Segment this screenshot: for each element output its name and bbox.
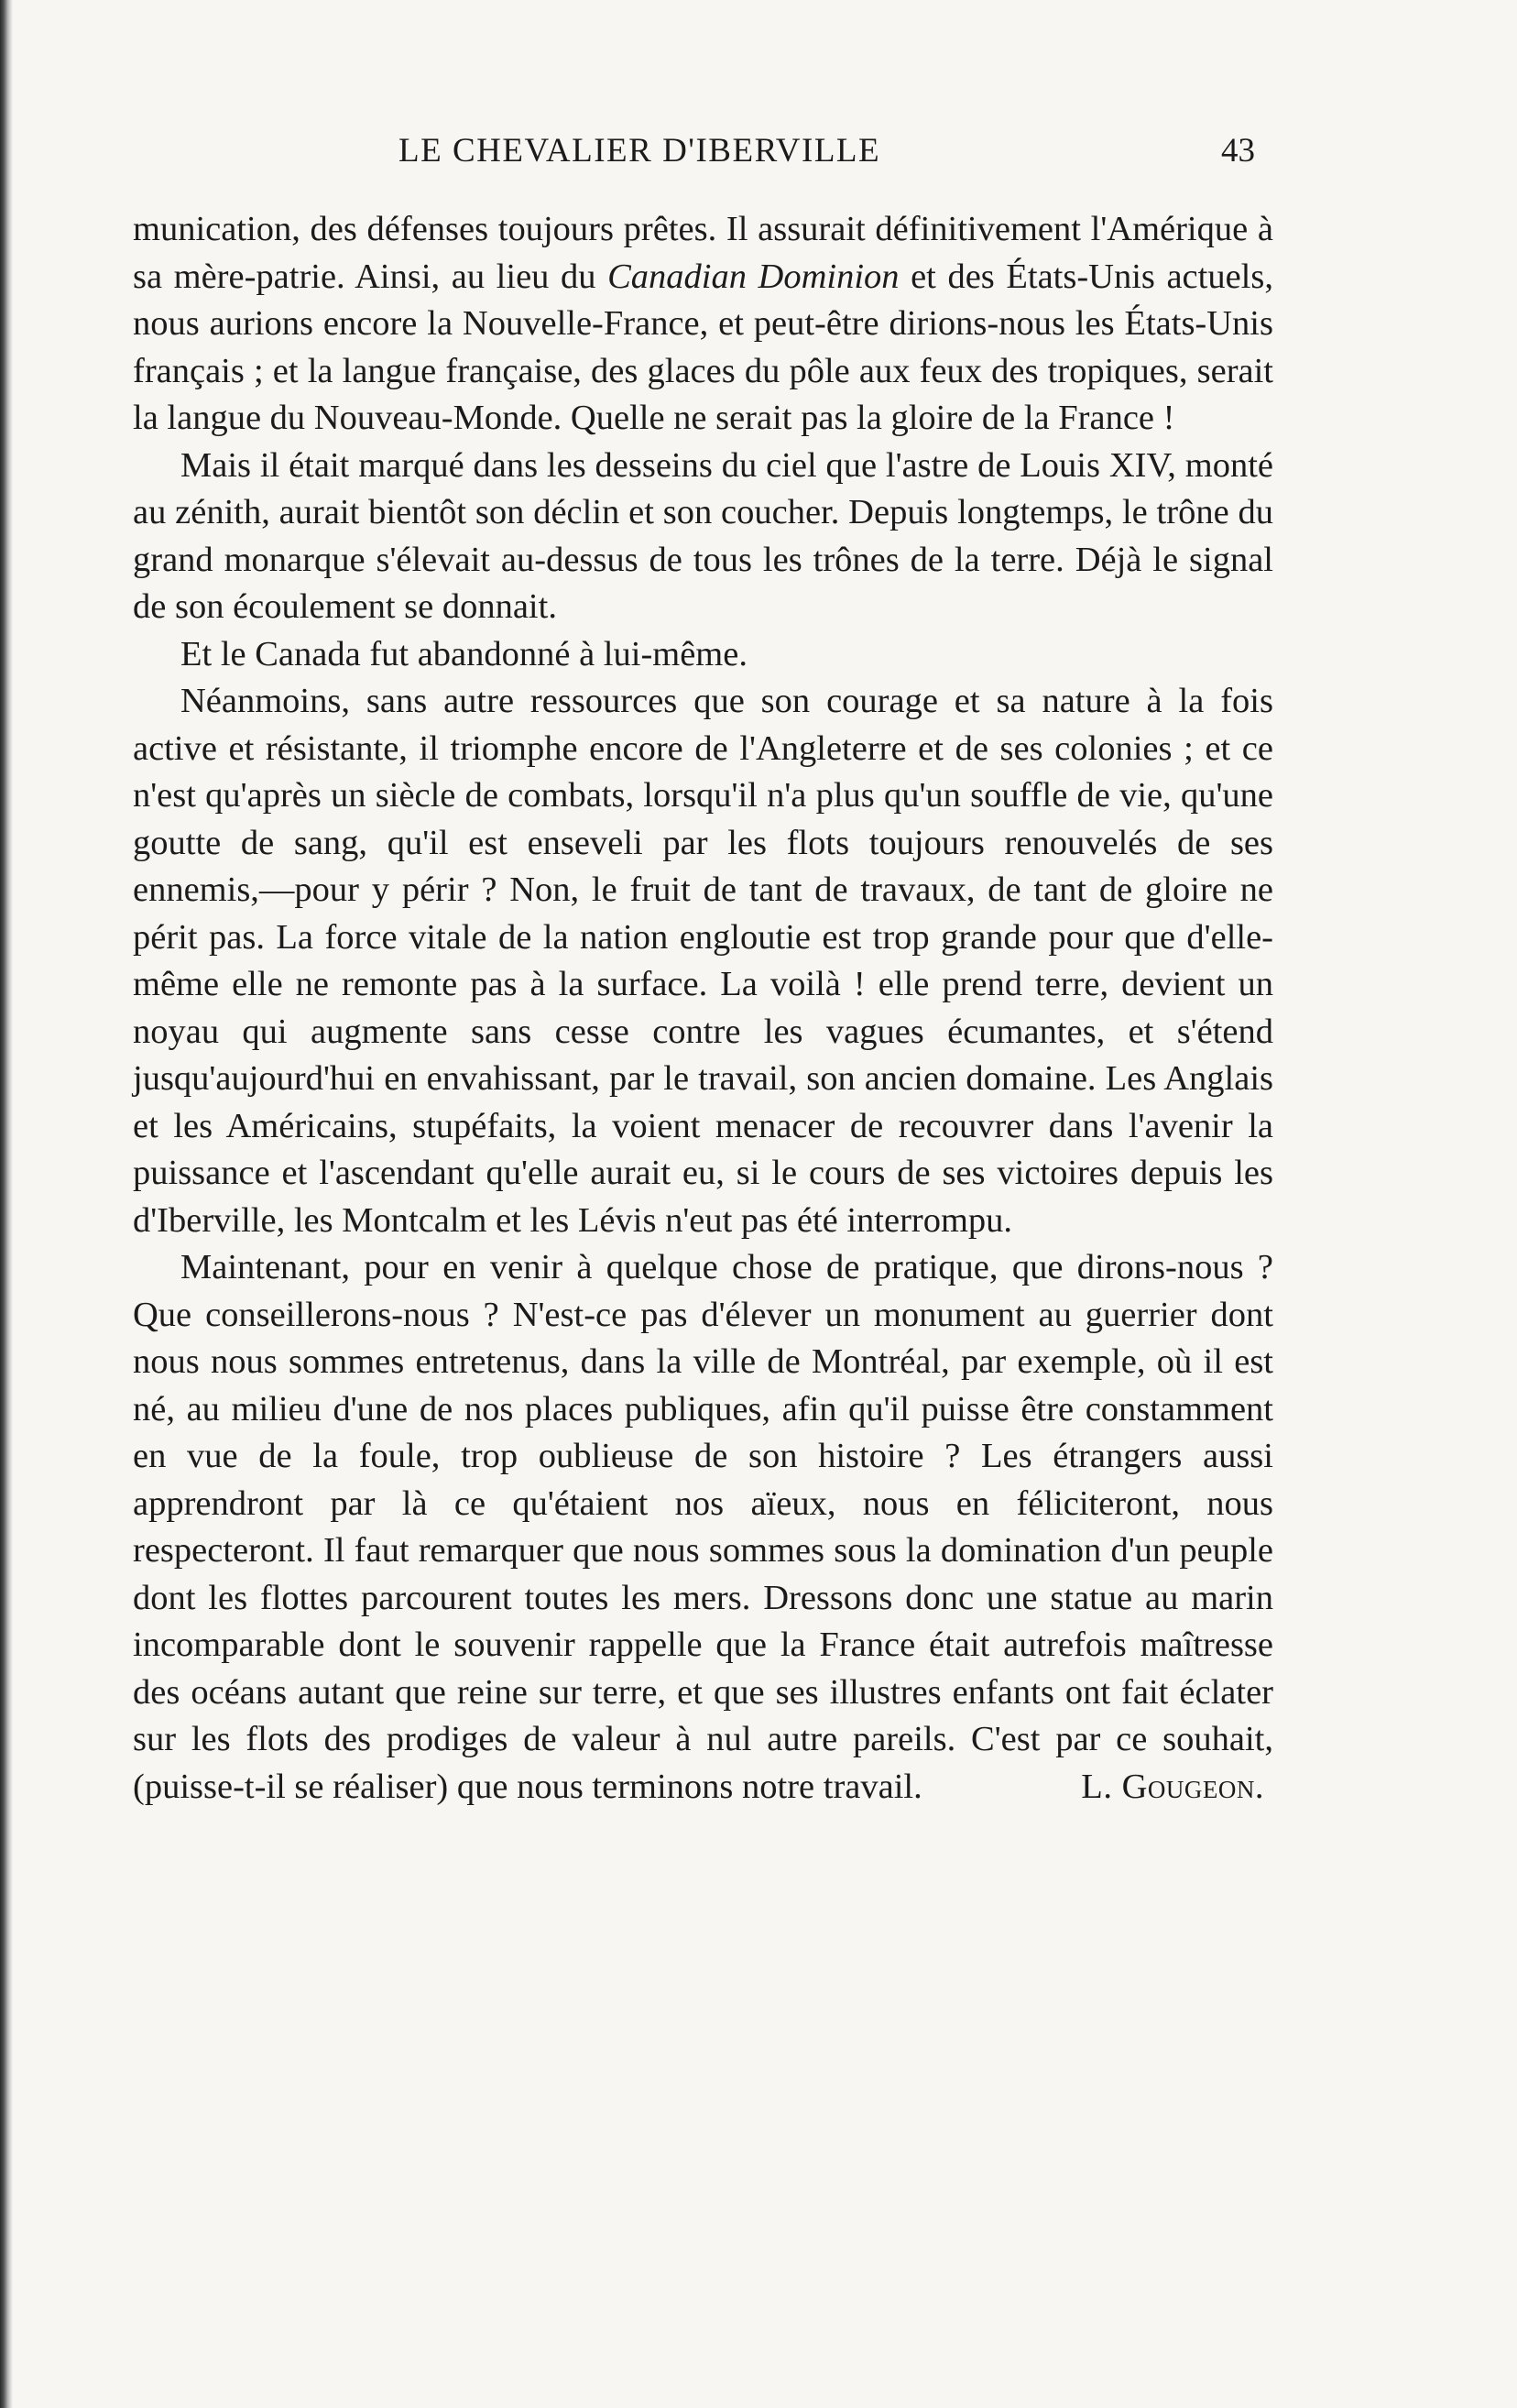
paragraph-4: Néanmoins, sans autre ressources que son courage et sa nature à la fois active et résistante, il triomphe encore de l'Angleterre et de ses colonies ; et ce n'est qu'après un siècle de combats, lorsqu'il n'a plus qu'un souffle de vie, qu'une goutte de sang, qu'il est enseveli par les flots toujours renouvelés de ses ennemis,—pour y périr ? Non, le fruit de tant de travaux, de tant de gloire ne périt pas. La force vitale de la nation engloutie est trop grande pour que d'elle-même elle ne remonte pas à la surface. La voilà ! elle prend terre, devient un noyau qui augmente sans cesse contre les vagues écumantes, et s'étend jusqu'aujourd'hui en envahissant, par le travail, son ancien domaine. Les Anglais et les Américains, stupéfaits, la voient menacer de recouvrer dans l'avenir la puissance et l'ascendant qu'elle aurait eu, si le cours de ses victoires depuis les d'Iberville, les Montcalm et les Lévis n'eut pas été interrompu.: [133, 682, 1273, 1240]
italic-phrase: Canadian Dominion: [607, 257, 900, 296]
paragraph-3: Et le Canada fut abandonné à lui-même.: [180, 634, 748, 673]
paragraph-1: [133, 206, 1273, 443]
paragraph-2: Mais il était marqué dans les desseins du ciel que l'astre de Louis XIV, monté au zénith, aurait bientôt son déclin et son coucher. Depuis longtemps, le trône du grand monarque s'élevait au-dessus de tous les trônes de la terre. Déjà le signal de son écoulement se donnait.: [133, 445, 1273, 626]
paragraph-5: [133, 1244, 1273, 1811]
paragraph-1-text-b: et des États-Unis actuels, nous aurions encore la Nouvelle-France, et peut-être dirions-nous les États-Unis français ; et la langue française, des glaces du pôle aux feux des tropiques, serait la langue du Nouveau-Monde. Quelle ne serait pas la gloire de la France !: [133, 257, 1273, 437]
signature-name: Gougeon.: [1121, 1767, 1264, 1806]
paragraph-5-text: Maintenant, pour en venir à quelque chose de pratique, que dirons-nous ? Que conseillerons-nous ? N'est-ce pas d'élever un monument au guerrier dont nous nous sommes entretenus, dans la ville de Montréal, par exemple, où il est né, au milieu d'une de nos places publiques, afin qu'il puisse être constamment en vue de la foule, trop oublieuse de son histoire ? Les étrangers aussi apprendront par là ce qu'étaient nos aïeux, nous en féliciteront, nous respecteront. Il faut remarquer que nous sommes sous la domination d'un peuple dont les flottes parcourent toutes les mers. Dressons donc une statue au marin incomparable dont le souvenir rappelle que la France était autrefois maîtresse des océans autant que reine sur terre, et que ses illustres enfants ont fait éclater sur les flots des prodiges de valeur à nul autre pareils. C'est par ce souhait, (puisse-t-il se réaliser) que nous terminons notre travail.: [133, 1248, 1273, 1806]
running-title: LE CHEVALIER D'IBERVILLE: [398, 132, 881, 170]
body-text: [133, 206, 1273, 1811]
running-header: [133, 128, 1273, 174]
page-number: 43: [1221, 132, 1255, 170]
page-binding-edge: [0, 0, 13, 2408]
signature-initial: L.: [1081, 1767, 1122, 1806]
paragraph-1-text-a: munication, des défenses toujours prêtes. Il assurait définitivement l'Amérique à sa mère-patrie. Ainsi, au lieu du: [133, 210, 1273, 296]
author-signature: [1033, 1764, 1264, 1811]
